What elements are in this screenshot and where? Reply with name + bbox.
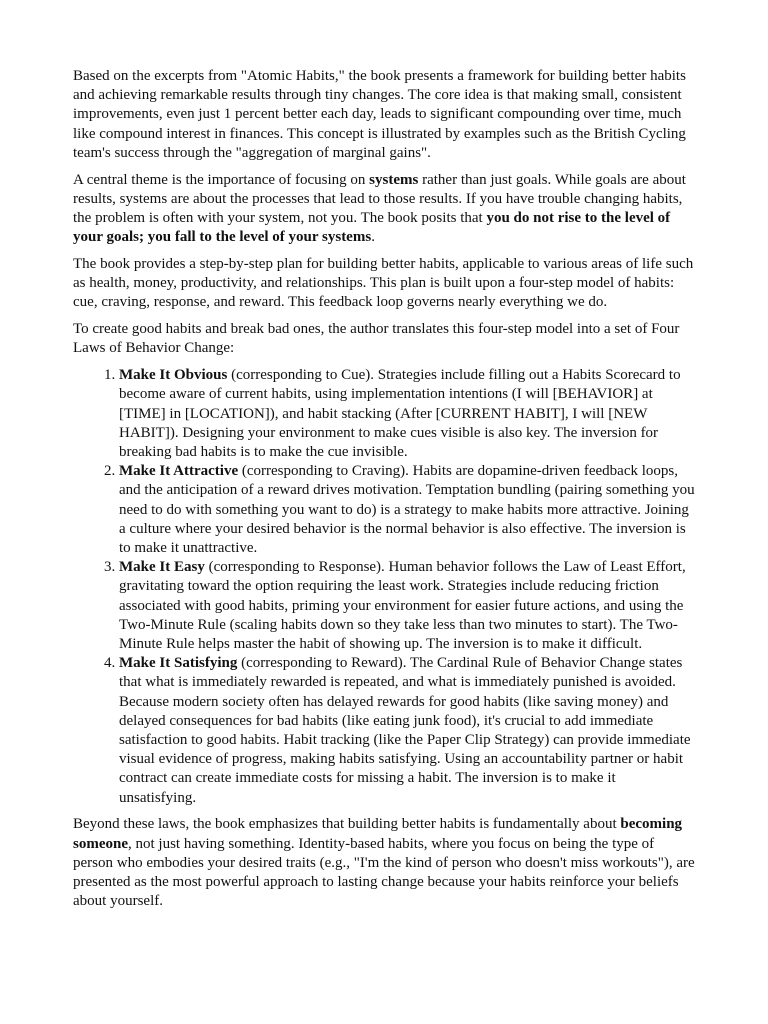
laws-intro-paragraph: To create good habits and break bad ones, the author translates this four-step model into a set of Four Laws of Behavior Change: xyxy=(73,321,680,357)
systems-bold-1: systems xyxy=(369,171,419,188)
identity-text-2: , not just having something. Identity-based habits, where you focus on being the type of person who embodies your desired traits (e.g., "I'm the kind of person who doesn't miss workouts"), are presented as the most powerful approach to lasting change because your habits reinforce your beliefs about yourself. xyxy=(73,835,695,910)
law-text: (corresponding to Craving). Habits are dopamine-driven feedback loops, and the anticipation of a reward drives motivation. Temptation bundling (pairing something you need to do with something you want to do) is a strategy to make habits more attractive. Joining a culture where your desired behavior is the normal behavior is also effective. The inversion is to make it unattractive. xyxy=(119,463,695,557)
systems-paragraph xyxy=(73,171,695,248)
systems-text-3: . xyxy=(371,229,375,246)
law-title: Make It Obvious xyxy=(119,367,228,384)
law-title: Make It Attractive xyxy=(119,463,239,480)
systems-bold-2: you do not rise to the level of your goals; you fall to the level of your systems xyxy=(73,210,671,246)
law-text: (corresponding to Reward). The Cardinal Rule of Behavior Change states that what is immediately rewarded is repeated, and what is immediately punished is avoided. Because modern society often has delayed rewards for good habits (like saving money) and delayed consequences for bad habits (like eating junk food), it's crucial to add immediate satisfaction to good habits. Habit tracking (like the Paper Clip Strategy) can provide immediate visual evidence of progress, making habits satisfying. Using an accountability partner or habit contract can create immediate costs for missing a habit. The inversion is to make it unsatisfying. xyxy=(119,655,691,806)
law-text: (corresponding to Cue). Strategies include filling out a Habits Scorecard to become aware of current habits, using implementation intentions (I will [BEHAVIOR] at [TIME] in [LOCATION]), and habit stacking (After [CURRENT HABIT], I will [NEW HABIT]). Designing your environment to make cues visible is also key. The inversion for breaking bad habits is to make the cue invisible. xyxy=(119,367,681,461)
identity-paragraph xyxy=(73,815,695,911)
law-item-satisfying xyxy=(119,654,695,808)
laws-list xyxy=(73,366,695,808)
law-item-easy xyxy=(119,558,695,654)
intro-paragraph: Based on the excerpts from "Atomic Habits," the book presents a framework for building better habits and achieving remarkable results through tiny changes. The core idea is that making small, consistent improvements, even just 1 percent better each day, leads to significant compounding over time, much like compound interest in finances. This concept is illustrated by examples such as the British Cycling team's success through the "aggregation of marginal gains". xyxy=(73,68,686,161)
systems-text-1: A central theme is the importance of focusing on xyxy=(73,171,370,188)
law-item-attractive xyxy=(119,462,695,558)
law-title: Make It Easy xyxy=(119,559,205,576)
systems-text-2: rather than just goals. While goals are about results, systems are about the processes that lead to those results. If you have trouble changing habits, the problem is often with your system, not you. The book posits that xyxy=(73,171,686,227)
identity-bold-1: becoming someone xyxy=(73,816,683,852)
law-text: (corresponding to Response). Human behavior follows the Law of Least Effort, gravitating toward the option requiring the least work. Strategies include reducing friction associated with good habits, priming your environment for easier future actions, and using the Two-Minute Rule (scaling habits down so they take less than two minutes to start). The Two-Minute Rule helps master the habit of showing up. The inversion is to make it difficult. xyxy=(119,559,686,653)
plan-paragraph: The book provides a step-by-step plan for building better habits, applicable to various areas of life such as health, money, productivity, and relationships. This plan is built upon a four-step model of habits: cue, craving, response, and reward. This feedback loop governs nearly everything we do. xyxy=(73,256,694,311)
document-page xyxy=(73,67,695,919)
law-item-obvious xyxy=(119,366,695,462)
identity-text-1: Beyond these laws, the book emphasizes that building better habits is fundamentally about xyxy=(73,816,621,833)
law-title: Make It Satisfying xyxy=(119,655,238,672)
